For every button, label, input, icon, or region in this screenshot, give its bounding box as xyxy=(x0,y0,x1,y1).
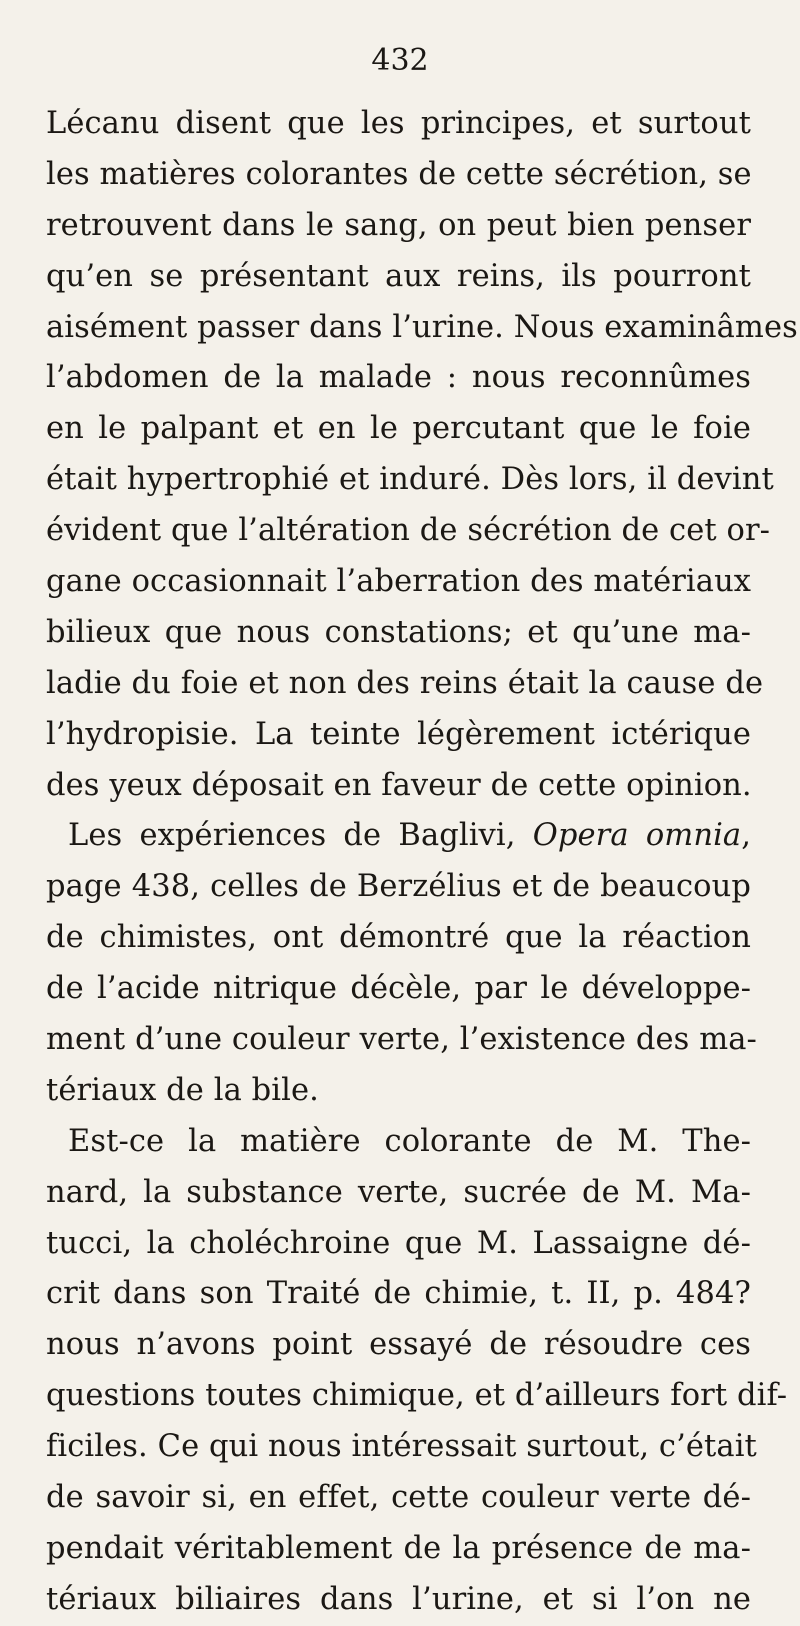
body-text xyxy=(46,99,798,1626)
text-line: pendait véritablement de la présence de ma- xyxy=(46,1530,751,1566)
text-line: était hypertrophié et induré. Dès lors, il devint xyxy=(46,462,774,498)
text-line: qu’en se présentant aux reins, ils pourront xyxy=(46,258,751,294)
page-number: 432 xyxy=(371,43,429,78)
text-line: ladie du foie et non des reins était la cause de xyxy=(46,665,764,701)
text-line: aisément passer dans l’urine. Nous examinâmes xyxy=(46,309,798,345)
text-line: nous n’avons point essayé de résoudre ces xyxy=(46,1327,751,1363)
text-line: page 438, celles de Berzélius et de beaucoup xyxy=(46,869,751,905)
text-line: de savoir si, en effet, cette couleur verte dé- xyxy=(46,1480,751,1516)
text-line: nard, la substance verte, sucrée de M. Ma- xyxy=(46,1174,751,1210)
text-line: tériaux biliaires dans l’urine, et si l’on ne xyxy=(46,1581,751,1617)
text-line: des yeux déposait en faveur de cette opinion. xyxy=(46,767,752,803)
text-line: questions toutes chimique, et d’ailleurs fort dif- xyxy=(46,1378,788,1414)
text-line: tériaux de la bile. xyxy=(46,1072,319,1108)
text-line: ment d’une couleur verte, l’existence des ma- xyxy=(46,1022,757,1058)
text-line: Lécanu disent que les principes, et surtout xyxy=(46,106,751,141)
text-line: Est-ce la matière colorante de M. The- xyxy=(68,1123,751,1159)
text-line-with-italic xyxy=(46,811,751,862)
text-line: de l’acide nitrique décèle, par le développe- xyxy=(46,971,751,1007)
text-line: retrouvent dans le sang, on peut bien penser xyxy=(46,207,751,243)
text-line: bilieux que nous constations; et qu’une ma- xyxy=(46,614,751,650)
text-fragment: , xyxy=(741,818,752,854)
text-line: en le palpant et en le percutant que le foie xyxy=(46,411,751,447)
text-line: évident que l’altération de sécrétion de cet or- xyxy=(46,513,771,549)
text-line: l’abdomen de la malade : nous reconnûmes xyxy=(46,360,751,396)
text-line: gane occasionnait l’aberration des matériaux xyxy=(46,564,752,600)
text-line: ficiles. Ce qui nous intéressait surtout, c’était xyxy=(46,1429,757,1465)
italic-reference: Opera omnia xyxy=(532,818,742,854)
text-line: tucci, la choléchroine que M. Lassaigne dé- xyxy=(46,1225,751,1261)
text-line: de chimistes, ont démontré que la réaction xyxy=(46,920,751,956)
text-line: crit dans son Traité de chimie, t. II, p. 484? xyxy=(46,1276,751,1312)
text-line: l’hydropisie. La teinte légèrement ictérique xyxy=(46,716,751,752)
text-fragment: Les expériences de Baglivi, xyxy=(68,818,516,854)
text-line: les matières colorantes de cette sécrétion, se xyxy=(46,156,752,192)
